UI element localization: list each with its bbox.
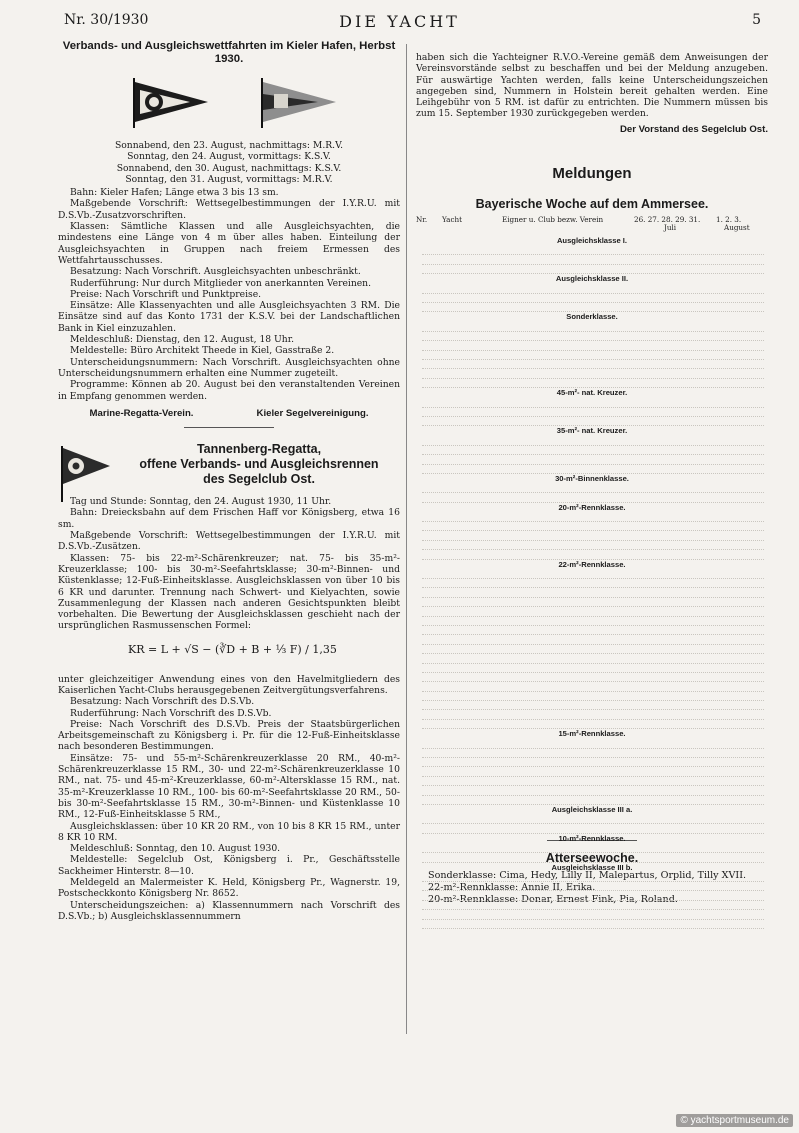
table-row xyxy=(422,265,764,274)
scost-signature-row xyxy=(416,124,768,135)
attersee-title: Atterseewoche. xyxy=(545,851,639,866)
col-owner: Eigner u. Club bezw. Verein xyxy=(502,215,604,225)
scost-signature: Der Vorstand des Segelclub Ost. xyxy=(619,123,768,135)
kiel-paragraph: Programme: Können ab 20. August bei den veranstaltenden Vereinen in Empfang genommen werden. xyxy=(58,379,400,402)
table-row xyxy=(422,351,764,360)
col-july-dates: 26. 27. 28. 29. 31. xyxy=(634,215,701,225)
mrv-pennant-icon xyxy=(130,76,210,130)
table-row xyxy=(422,246,764,255)
kiel-paragraph: Besatzung: Nach Vorschrift. Ausgleichsyachten unbeschränkt. xyxy=(70,266,361,278)
class-heading: Ausgleichsklasse III b. xyxy=(551,862,633,872)
kiel-paragraph: Unterscheidungsnummern: Nach Vorschrift. Ausgleichsyachten ohne Unterscheidungsnummern erhalten eine Nummer zugeteilt. xyxy=(58,356,400,379)
results-header xyxy=(416,216,768,224)
table-row xyxy=(422,465,764,474)
table-row xyxy=(422,844,764,853)
class-heading: Ausgleichsklasse II. xyxy=(555,274,629,284)
meldungen-title: Meldungen xyxy=(552,165,632,183)
table-row xyxy=(422,455,764,464)
tannenberg-paragraph: Maßgebende Vorschrift: Wettsegelbestimmungen der I.Y.R.U. mit D.S.Vb.-Zusätzen. xyxy=(58,530,400,553)
ksv-pennant-icon xyxy=(258,76,338,130)
tannenberg-title-block xyxy=(118,442,400,487)
sco-pennant-icon xyxy=(58,444,112,504)
tannenberg-paragraph: Besatzung: Nach Vorschrift des D.S.Vb. xyxy=(70,696,255,708)
kiel-paragraph: Ruderführung: Nur durch Mitglieder von anerkannten Vereinen. xyxy=(70,277,372,289)
col-august-dates: 1. 2. 3. xyxy=(716,215,742,225)
table-row xyxy=(422,588,764,597)
tannenberg-title: Tannenberg-Regatta, xyxy=(196,442,322,457)
attersee-line: Sonderklasse: Cima, Hedy, Lilly II, Malepartus, Orplid, Tilly XVII. xyxy=(428,870,747,882)
table-row xyxy=(422,541,764,550)
table-row xyxy=(422,322,764,331)
table-row xyxy=(422,398,764,407)
tannenberg-paragraph: Meldestelle: Segelclub Ost, Königsberg i. Pr., Geschäftsstelle Sackheimer Hinterstr. 8—10. xyxy=(58,854,400,877)
kiel-signatures xyxy=(58,408,400,419)
table-row xyxy=(422,294,764,303)
table-row xyxy=(422,341,764,350)
table-row xyxy=(422,749,764,758)
tannenberg-club: des Segelclub Ost. xyxy=(203,472,315,487)
table-row xyxy=(422,255,764,264)
continuation-paragraph: haben sich die Yachteigner R.V.O.-Vereine gemäß dem Anweisungen der Vereinsvorstände selbst zu beschaffen und bei der Meldung anzugeben. Für auswärtige Yachten werden, falls keine Unterscheidungszeichen angegeben sind, Nummern in Holstein bereit gehalten werden. Eine Leihgebühr von 5 RM. ist dafür zu entrichten. Die Nummern müssen bis zum 15. September 1930 zurückgegeben werden. xyxy=(416,52,768,120)
magazine-title: DIE YACHT xyxy=(339,12,460,31)
tannenberg-paragraph: Ausgleichsklassen: über 10 KR 20 RM., von 10 bis 8 KR 15 RM., unter 8 KR 10 RM. xyxy=(58,820,400,843)
attersee-line: 20-m²-Rennklasse: Donar, Ernest Fink, Pia, Roland. xyxy=(428,894,678,906)
table-row xyxy=(422,739,764,748)
table-row xyxy=(422,882,764,891)
table-row xyxy=(422,635,764,644)
ammersee-title: Bayerische Woche auf dem Ammersee. xyxy=(475,197,709,212)
watermark: © yachtsportmuseum.de xyxy=(676,1114,793,1127)
table-row xyxy=(422,710,764,719)
table-row xyxy=(422,436,764,445)
table-row xyxy=(422,360,764,369)
tannenberg-paragraph: Meldegeld an Malermeister K. Held, Königsberg Pr., Wagnerstr. 19, Postscheckkonto Königsberg Nr. 8652. xyxy=(58,877,400,900)
tannenberg-paragraph: Tag und Stunde: Sonntag, den 24. August 1930, 11 Uhr. xyxy=(70,496,332,508)
table-row xyxy=(422,303,764,312)
class-heading: 45-m²- nat. Kreuzer. xyxy=(556,388,628,398)
table-row xyxy=(422,522,764,531)
table-row xyxy=(422,824,764,833)
table-row xyxy=(422,891,764,900)
tannenberg-heading xyxy=(58,436,400,496)
kiel-title: Verbands- und Ausgleichswettfahrten im Kieler Hafen, Herbst 1930. xyxy=(62,40,396,65)
formula-text: KR = L + √S − (∛D + B + ⅓ F) / 1,35 xyxy=(128,642,337,656)
table-row xyxy=(422,920,764,929)
table-row xyxy=(422,786,764,795)
table-row xyxy=(422,607,764,616)
table-row xyxy=(422,531,764,540)
table-row xyxy=(422,408,764,417)
club-pennants xyxy=(58,72,400,134)
class-heading: 10-m²-Rennklasse. xyxy=(558,833,626,843)
class-heading: 22-m²-Rennklasse. xyxy=(558,559,626,569)
date-line: Sonntag, den 31. August, vormittags: M.R.V. xyxy=(125,173,333,185)
table-row xyxy=(422,796,764,805)
table-row xyxy=(422,767,764,776)
tannenberg-paragraph: unter gleichzeitiger Anwendung eines von den Havelmitgliedern des Kaiserlichen Yacht-Clubs herausgegebenen Zeitvergütungsverfahrens. xyxy=(58,673,400,696)
class-heading: 15-m²-Rennklasse. xyxy=(558,729,626,739)
table-row xyxy=(422,873,764,882)
table-row xyxy=(422,815,764,824)
signature-mrv: Marine-Regatta-Verein. xyxy=(89,407,194,419)
left-column xyxy=(58,40,400,1040)
table-row xyxy=(422,446,764,455)
table-row xyxy=(422,332,764,341)
table-row xyxy=(422,692,764,701)
date-line: Sonnabend, den 23. August, nachmittags: M.R.V. xyxy=(114,140,344,151)
table-row xyxy=(422,645,764,654)
table-row xyxy=(422,777,764,786)
table-row xyxy=(422,701,764,710)
kiel-paragraph: Maßgebende Vorschrift: Wettsegelbestimmungen der I.Y.R.U. mit D.S.Vb.-Zusatzvorschriften. xyxy=(58,198,400,221)
right-column xyxy=(416,52,768,1052)
table-row xyxy=(422,579,764,588)
table-row xyxy=(422,682,764,691)
table-row xyxy=(422,417,764,426)
table-row xyxy=(422,493,764,502)
page-number: 5 xyxy=(752,12,761,28)
table-row xyxy=(422,484,764,493)
class-heading: Sonderklasse. xyxy=(566,312,618,322)
table-row xyxy=(422,369,764,378)
date-line: Sonntag, den 24. August, vormittags: K.S.V. xyxy=(127,151,331,163)
section-separator xyxy=(184,427,274,428)
column-divider xyxy=(406,44,407,1034)
tannenberg-paragraph: Preise: Nach Vorschrift des D.S.Vb. Preis der Staatsbürgerlichen Arbeitsgemeinschaft zu Königsberg i. Pr. für die 12-Fuß-Einheitsklasse nach besonderen Bestimmungen. xyxy=(58,718,400,753)
kiel-dates xyxy=(58,140,400,185)
tannenberg-paragraph: Meldeschluß: Sonntag, den 10. August 1930. xyxy=(70,843,281,855)
kiel-paragraph: Meldestelle: Büro Architekt Theede in Kiel, Gasstraße 2. xyxy=(70,345,335,357)
attersee-line: 22-m²-Rennklasse: Annie II, Erika. xyxy=(428,882,596,894)
rasmussen-formula xyxy=(58,638,400,668)
kiel-paragraph: Einsätze: Alle Klassenyachten und alle Ausgleichsyachten 3 RM. Die Einsätze sind auf das Konto 1731 der K.S.V. bei der Landschaftlichen Bank in Kiel einzuzahlen. xyxy=(58,300,400,334)
page-header xyxy=(0,12,799,34)
kiel-paragraph: Klassen: Sämtliche Klassen und alle Ausgleichsyachten, die mindestens eine Länge von 4 m über alles haben. Einteilung der Ausgleichsyachten in Gruppen nach freiem Ermessen des Wettfahrtausschusses. xyxy=(58,221,400,266)
month-july: Juli xyxy=(664,223,677,233)
class-heading: 35-m²- nat. Kreuzer. xyxy=(556,426,628,436)
signature-ksv: Kieler Segelvereinigung. xyxy=(256,407,369,419)
class-heading: Ausgleichsklasse I. xyxy=(556,236,628,246)
kiel-paragraph: Meldeschluß: Dienstag, den 12. August, 18 Uhr. xyxy=(70,334,295,346)
tannenberg-paragraph: Einsätze: 75- und 55-m²-Schärenkreuzerklasse 20 RM., 40-m²-Schärenkreuzerklasse 15 RM., 30- und 22-m²-Schärenkreuzerklasse 10 RM., nat. 75- und 45-m²-Kreuzerklasse, 60-m²-Altersklasse 15 RM., nat. 35-m²-Kreuzerklasse 10 RM., 100- bis 60-m²-Seefahrtsklasse 20 RM., 50- bis 30-m²-Seefahrtsklasse 15 RM., 30-m²-Binnen- und Küstenklasse 10 RM., 12-Fuß-Einheitsklasse 5 RM., xyxy=(58,752,400,821)
table-row xyxy=(422,284,764,293)
tannenberg-subtitle: offene Verbands- und Ausgleichsrennen xyxy=(139,457,379,472)
date-line: Sonnabend, den 30. August, nachmittags: K.S.V. xyxy=(116,162,342,174)
issue-number: Nr. 30/1930 xyxy=(64,12,149,28)
class-heading: Ausgleichsklasse III a. xyxy=(551,805,633,814)
tannenberg-paragraph: Klassen: 75- bis 22-m²-Schärenkreuzer; nat. 75- bis 35-m²-Kreuzerklasse; 100- bis 30-m²-Seefahrtsklasse; 30-m²-Binnen- und Küstenklasse; 12-Fuß-Einheitsklasse. Ausgleichsklassen von über 10 bis 6 KR und darunter. Trennung nach Schwert- und Kielyachten, sowie Zusammenlegung der Klassen nach anderen Gesichtspunkten bleibt vorbehalten. Die Bewertung der Ausgleichsklassen geschieht nach der ursprünglichen Rasmussenschen Formel: xyxy=(58,552,400,632)
table-row xyxy=(422,654,764,663)
table-row xyxy=(422,617,764,626)
table-row xyxy=(422,550,764,559)
table-row xyxy=(422,910,764,919)
class-heading: 20-m²-Rennklasse. xyxy=(558,502,626,512)
table-row xyxy=(422,673,764,682)
table-row xyxy=(422,570,764,579)
table-row xyxy=(422,853,764,862)
table-row xyxy=(422,758,764,767)
table-row xyxy=(422,720,764,729)
class-heading: 30-m²-Binnenklasse. xyxy=(555,473,629,483)
col-yacht: Yacht xyxy=(442,215,463,225)
kiel-paragraph: Bahn: Kieler Hafen; Länge etwa 3 bis 13 sm. xyxy=(70,187,279,199)
table-row xyxy=(422,901,764,910)
month-august: August xyxy=(724,223,750,233)
col-nr: Nr. xyxy=(416,215,428,225)
table-row xyxy=(422,664,764,673)
tannenberg-paragraph: Unterscheidungszeichen: a) Klassennummern nach Vorschrift des D.S.Vb.; b) Ausgleichsklassennummern xyxy=(58,899,400,922)
table-row xyxy=(422,626,764,635)
table-row xyxy=(422,598,764,607)
tannenberg-paragraph: Bahn: Dreiecksbahn auf dem Frischen Haff vor Königsberg, etwa 16 sm. xyxy=(58,507,400,530)
table-row xyxy=(422,513,764,522)
kiel-paragraph: Preise: Nach Vorschrift und Punktpreise. xyxy=(70,288,262,300)
results-header-months xyxy=(416,224,768,232)
table-row xyxy=(422,379,764,388)
tannenberg-paragraph: Ruderführung: Nach Vorschrift des D.S.Vb. xyxy=(70,707,272,719)
